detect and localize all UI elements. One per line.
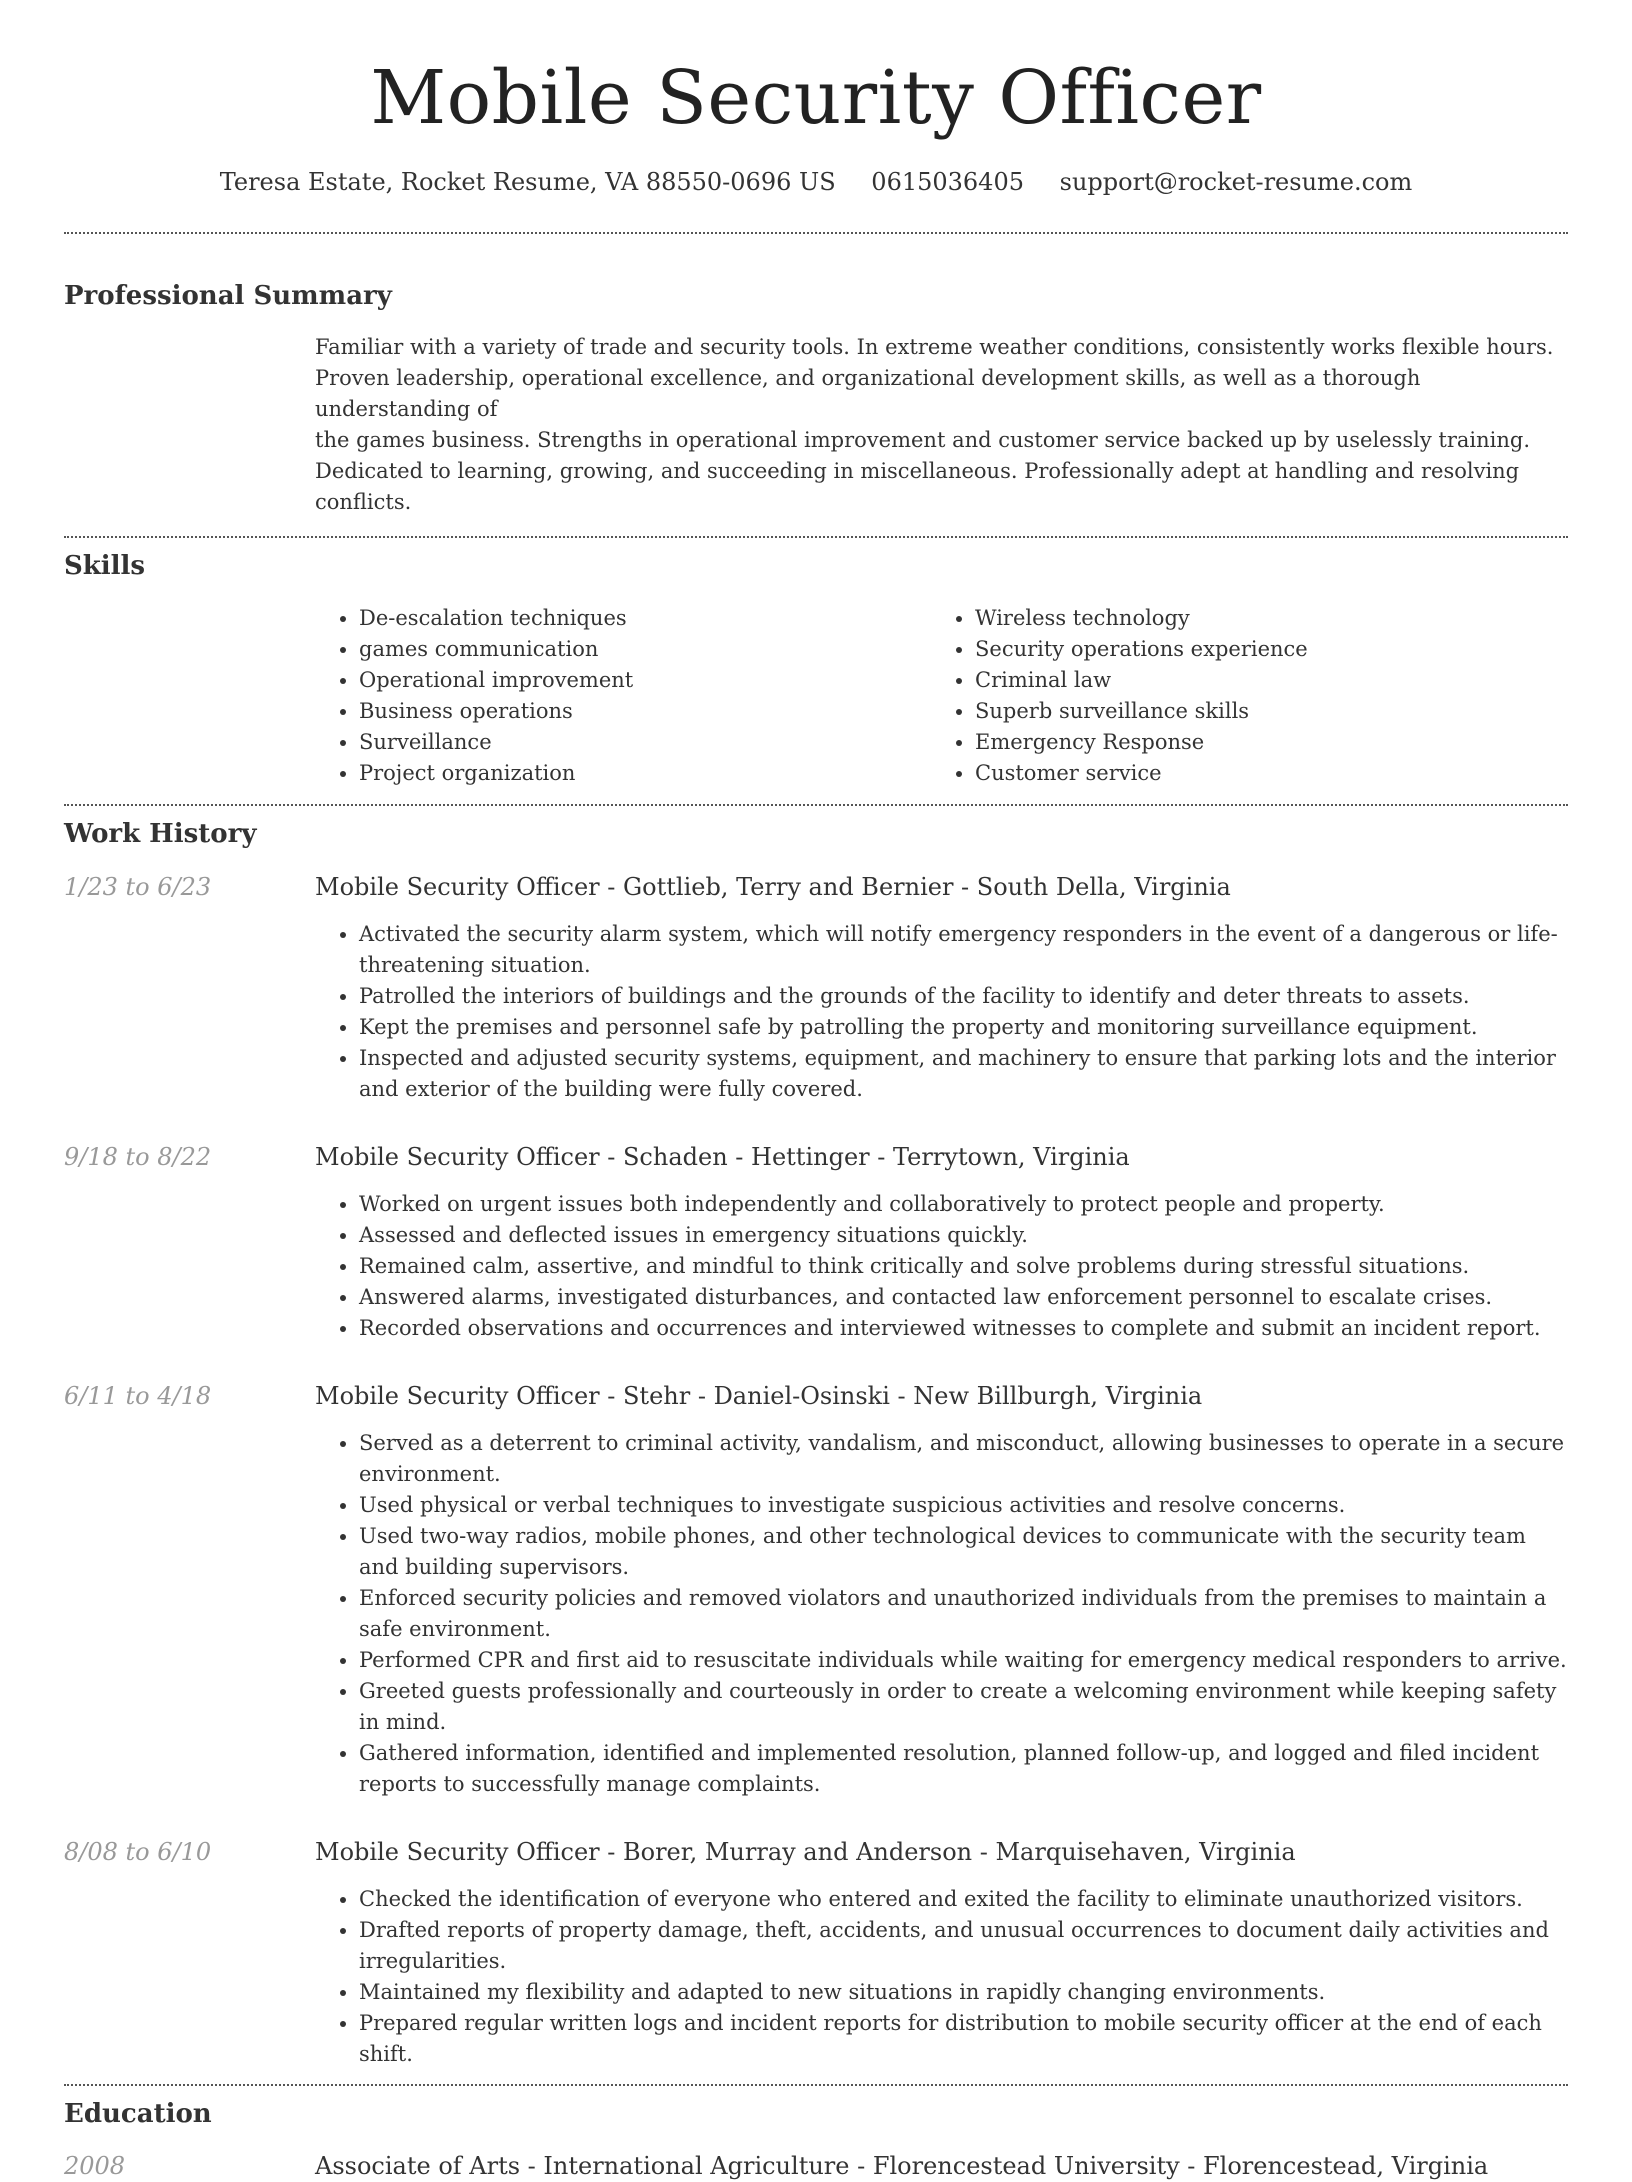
skills-column-left (315, 603, 931, 789)
contact-phone: 0615036405 (871, 168, 1024, 196)
job-bullet: • Greeted guests professionally and courteously in order to create a welcoming environment while keeping safety in mind. (359, 1676, 1568, 1738)
resume-page (64, 0, 1568, 2182)
summary-body (315, 332, 1568, 518)
skills-columns (315, 603, 1568, 789)
job-bullet: • Activated the security alarm system, which will notify emergency responders in the event of a dangerous or life-threatening situation. (359, 919, 1568, 981)
job-dates: 1/23 to 6/23 (64, 873, 212, 901)
education-section (64, 2097, 1568, 2182)
job-bullet: • Remained calm, assertive, and mindful to think critically and solve problems during stressful situations. (359, 1251, 1568, 1282)
contact-line (64, 166, 1568, 198)
skill-item: • Criminal law (975, 665, 1547, 696)
skill-item: • Superb surveillance skills (975, 696, 1547, 727)
resume-name: Mobile Security Officer (370, 55, 1262, 141)
skill-item: • Project organization (359, 758, 931, 789)
skills-list (931, 603, 1547, 789)
summary-line: Proven leadership, operational excellence, and organizational development skills, as well as a thorough understanding of (315, 366, 1421, 421)
section-title-skills: Skills (64, 551, 146, 581)
job-bullet: • Used two-way radios, mobile phones, and other technological devices to communicate with the security team and building supervisors. (359, 1521, 1568, 1583)
job-bullet: • Inspected and adjusted security systems, equipment, and machinery to ensure that parking lots and the interior and exterior of the building were fully covered. (359, 1043, 1568, 1105)
job-header (64, 1380, 1568, 1412)
job-bullet: • Drafted reports of property damage, theft, accidents, and unusual occurrences to document daily activities and irregularities. (359, 1915, 1568, 1977)
job-header (64, 1141, 1568, 1173)
job-bullet: • Patrolled the interiors of buildings and the grounds of the facility to identify and deter threats to assets. (359, 981, 1568, 1012)
job-title: Mobile Security Officer - Borer, Murray and Anderson - Marquisehaven, Virginia (315, 1838, 1296, 1866)
job-entry (64, 1380, 1568, 1800)
job-entry (64, 1141, 1568, 1344)
job-title: Mobile Security Officer - Gottlieb, Terry and Bernier - South Della, Virginia (315, 873, 1231, 901)
education-year: 2008 (64, 2152, 126, 2180)
job-bullet: • Performed CPR and first aid to resuscitate individuals while waiting for emergency medical responders to arrive. (359, 1645, 1568, 1676)
education-header (64, 2150, 1568, 2182)
job-bullet: • Worked on urgent issues both independently and collaboratively to protect people and property. (359, 1189, 1568, 1220)
job-dates: 6/11 to 4/18 (64, 1382, 212, 1410)
job-bullet: • Assessed and deflected issues in emergency situations quickly. (359, 1220, 1568, 1251)
job-title: Mobile Security Officer - Stehr - Daniel-Osinski - New Billburgh, Virginia (315, 1382, 1203, 1410)
job-bullets (315, 1884, 1568, 2070)
job-bullet: • Kept the premises and personnel safe by patrolling the property and monitoring surveillance equipment. (359, 1012, 1568, 1043)
summary-line: the games business. Strengths in operational improvement and customer service backed up by uselessly training. (315, 428, 1531, 452)
job-bullet: • Served as a deterrent to criminal activity, vandalism, and misconduct, allowing businesses to operate in a secure environment. (359, 1428, 1568, 1490)
work-history-section (64, 817, 1568, 2070)
summary-line: Dedicated to learning, growing, and succeeding in miscellaneous. Professionally adept at handling and resolving conflicts. (315, 459, 1520, 514)
job-bullet: • Gathered information, identified and implemented resolution, planned follow-up, and logged and filed incident reports to successfully manage complaints. (359, 1738, 1568, 1800)
divider (64, 536, 1568, 538)
job-bullets (315, 1428, 1568, 1800)
skill-item: • Business operations (359, 696, 931, 727)
skill-item: • Security operations experience (975, 634, 1547, 665)
skill-item: • Surveillance (359, 727, 931, 758)
section-title-work: Work History (64, 819, 257, 849)
job-entry (64, 1836, 1568, 2070)
job-bullets (315, 1189, 1568, 1344)
education-title: Associate of Arts - International Agriculture - Florencestead University - Florencestead, Virginia (315, 2152, 1489, 2180)
section-title-education: Education (64, 2099, 212, 2129)
job-header (64, 871, 1568, 903)
divider (64, 804, 1568, 806)
job-bullet: • Checked the identification of everyone who entered and exited the facility to eliminate unauthorized visitors. (359, 1884, 1568, 1915)
job-dates: 9/18 to 8/22 (64, 1143, 212, 1171)
job-bullet: • Enforced security policies and removed violators and unauthorized individuals from the premises to maintain a safe environment. (359, 1583, 1568, 1645)
divider (64, 232, 1568, 234)
job-bullet: • Recorded observations and occurrences and interviewed witnesses to complete and submit an incident report. (359, 1313, 1568, 1344)
skill-item: • Customer service (975, 758, 1547, 789)
job-bullets (315, 919, 1568, 1105)
divider (64, 2084, 1568, 2086)
job-entry (64, 871, 1568, 1105)
skill-item: • Wireless technology (975, 603, 1547, 634)
job-bullet: • Prepared regular written logs and incident reports for distribution to mobile security officer at the end of each shift. (359, 2008, 1568, 2070)
job-bullet: • Used physical or verbal techniques to investigate suspicious activities and resolve concerns. (359, 1490, 1568, 1521)
skills-list (315, 603, 931, 789)
job-bullet: • Answered alarms, investigated disturbances, and contacted law enforcement personnel to escalate crises. (359, 1282, 1568, 1313)
job-bullet: • Maintained my flexibility and adapted to new situations in rapidly changing environments. (359, 1977, 1568, 2008)
contact-email: support@rocket-resume.com (1059, 168, 1413, 196)
skill-item: • games communication (359, 634, 931, 665)
section-title-summary: Professional Summary (64, 281, 392, 311)
contact-address: Teresa Estate, Rocket Resume, VA 88550-0696 US (219, 168, 836, 196)
summary-line: Familiar with a variety of trade and security tools. In extreme weather conditions, consistently works flexible hours. (315, 335, 1554, 359)
job-dates: 8/08 to 6/10 (64, 1838, 212, 1866)
skill-item: • Emergency Response (975, 727, 1547, 758)
summary-section (64, 279, 1568, 518)
skill-item: • De-escalation techniques (359, 603, 931, 634)
job-title: Mobile Security Officer - Schaden - Hettinger - Terrytown, Virginia (315, 1143, 1130, 1171)
job-header (64, 1836, 1568, 1868)
skill-item: • Operational improvement (359, 665, 931, 696)
skills-column-right (931, 603, 1547, 789)
skills-section (64, 549, 1568, 789)
education-entry (64, 2150, 1568, 2182)
